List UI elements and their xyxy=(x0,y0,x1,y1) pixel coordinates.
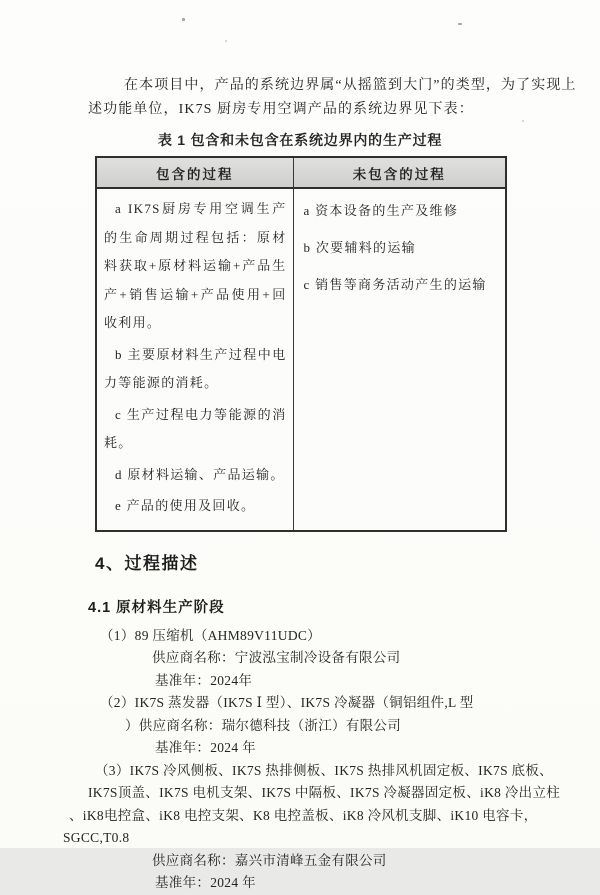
scan-speck xyxy=(225,40,227,42)
included-item-e: e 产品的使用及回收。 xyxy=(115,498,256,513)
material-item-1-supplier: 供应商名称：宁波泓宝制冷设备有限公司 xyxy=(152,650,401,665)
column-header-included: 包含的过程 xyxy=(96,157,293,188)
table-title: 表 1 包含和未包含在系统边界内的生产过程 xyxy=(157,132,443,148)
subsection-heading-raw-material-stage: 4.1 原材料生产阶段 xyxy=(88,599,225,616)
material-item-2-base-year: 基准年：2024 年 xyxy=(155,740,256,755)
included-item-c: c 生产过程电力等能源的消耗。 xyxy=(104,406,287,450)
included-processes-cell xyxy=(96,188,293,531)
raw-materials-list xyxy=(0,625,600,895)
material-item-3-title-line-2: IK7S顶盖、IK7S 电机支架、IK7S 中隔板、IK7S 冷凝器固定板、iK8 冷出立柱 xyxy=(88,785,561,800)
excluded-item-b: b 次要辅料的运输 xyxy=(303,240,416,255)
scan-speck xyxy=(182,18,185,21)
section-heading-process-description: 4、过程描述 xyxy=(95,553,199,573)
material-item-3-title-line-1: （3）IK7S 冷风侧板、IK7S 热排侧板、IK7S 热排风机固定板、IK7S 底板、 xyxy=(95,762,553,778)
table-header-row xyxy=(96,157,506,188)
included-item-b: b 主要原材料生产过程中电力等能源的消耗。 xyxy=(104,346,287,390)
material-item-3-base-year: 基准年：2024 年 xyxy=(155,875,256,890)
scan-speck xyxy=(458,23,462,25)
system-boundary-table xyxy=(95,156,507,532)
material-item-1-base-year: 基准年：2024年 xyxy=(155,672,253,688)
excluded-item-a: a 资本设备的生产及维修 xyxy=(303,203,459,218)
excluded-item-c: c 销售等商务活动产生的运输 xyxy=(303,277,487,292)
material-item-3-supplier: 供应商名称：嘉兴市清峰五金有限公司 xyxy=(152,852,387,868)
material-item-3-title-line-3: 、iK8电控盒、iK8 电控支架、K8 电控盖板、iK8 冷风机支脚、iK10 电容卡， xyxy=(69,807,538,823)
material-item-2-supplier: ）供应商名称：瑞尔德科技（浙江）有限公司 xyxy=(125,717,401,733)
intro-line-1: 在本项目中，产品的系统边界属“从摇篮到大门”的类型，为了实现上 xyxy=(124,78,577,93)
excluded-processes-cell xyxy=(293,188,506,531)
material-item-1-title: （1）89 压缩机（AHM89V11UDC） xyxy=(100,627,321,643)
scan-speck xyxy=(522,120,524,122)
table-body-row xyxy=(96,188,506,531)
column-header-excluded: 未包含的过程 xyxy=(293,157,506,188)
material-item-2-title: （2）IK7S 蒸发器（IK7S Ⅰ 型）、IK7S 冷凝器（铜铝组件,L 型 xyxy=(100,695,474,710)
included-item-a: a IK7S厨房专用空调生产的生命周期过程包括：原材料获取+原材料运输+产品生产+销售运输+产品使用+回收利用。 xyxy=(104,201,287,330)
material-item-3-title-line-4: SGCC,T0.8 xyxy=(63,830,130,845)
included-item-d: d 原材料运输、产品运输。 xyxy=(115,466,285,482)
intro-line-2: 述功能单位，IK7S 厨房专用空调产品的系统边界见下表： xyxy=(88,102,474,117)
